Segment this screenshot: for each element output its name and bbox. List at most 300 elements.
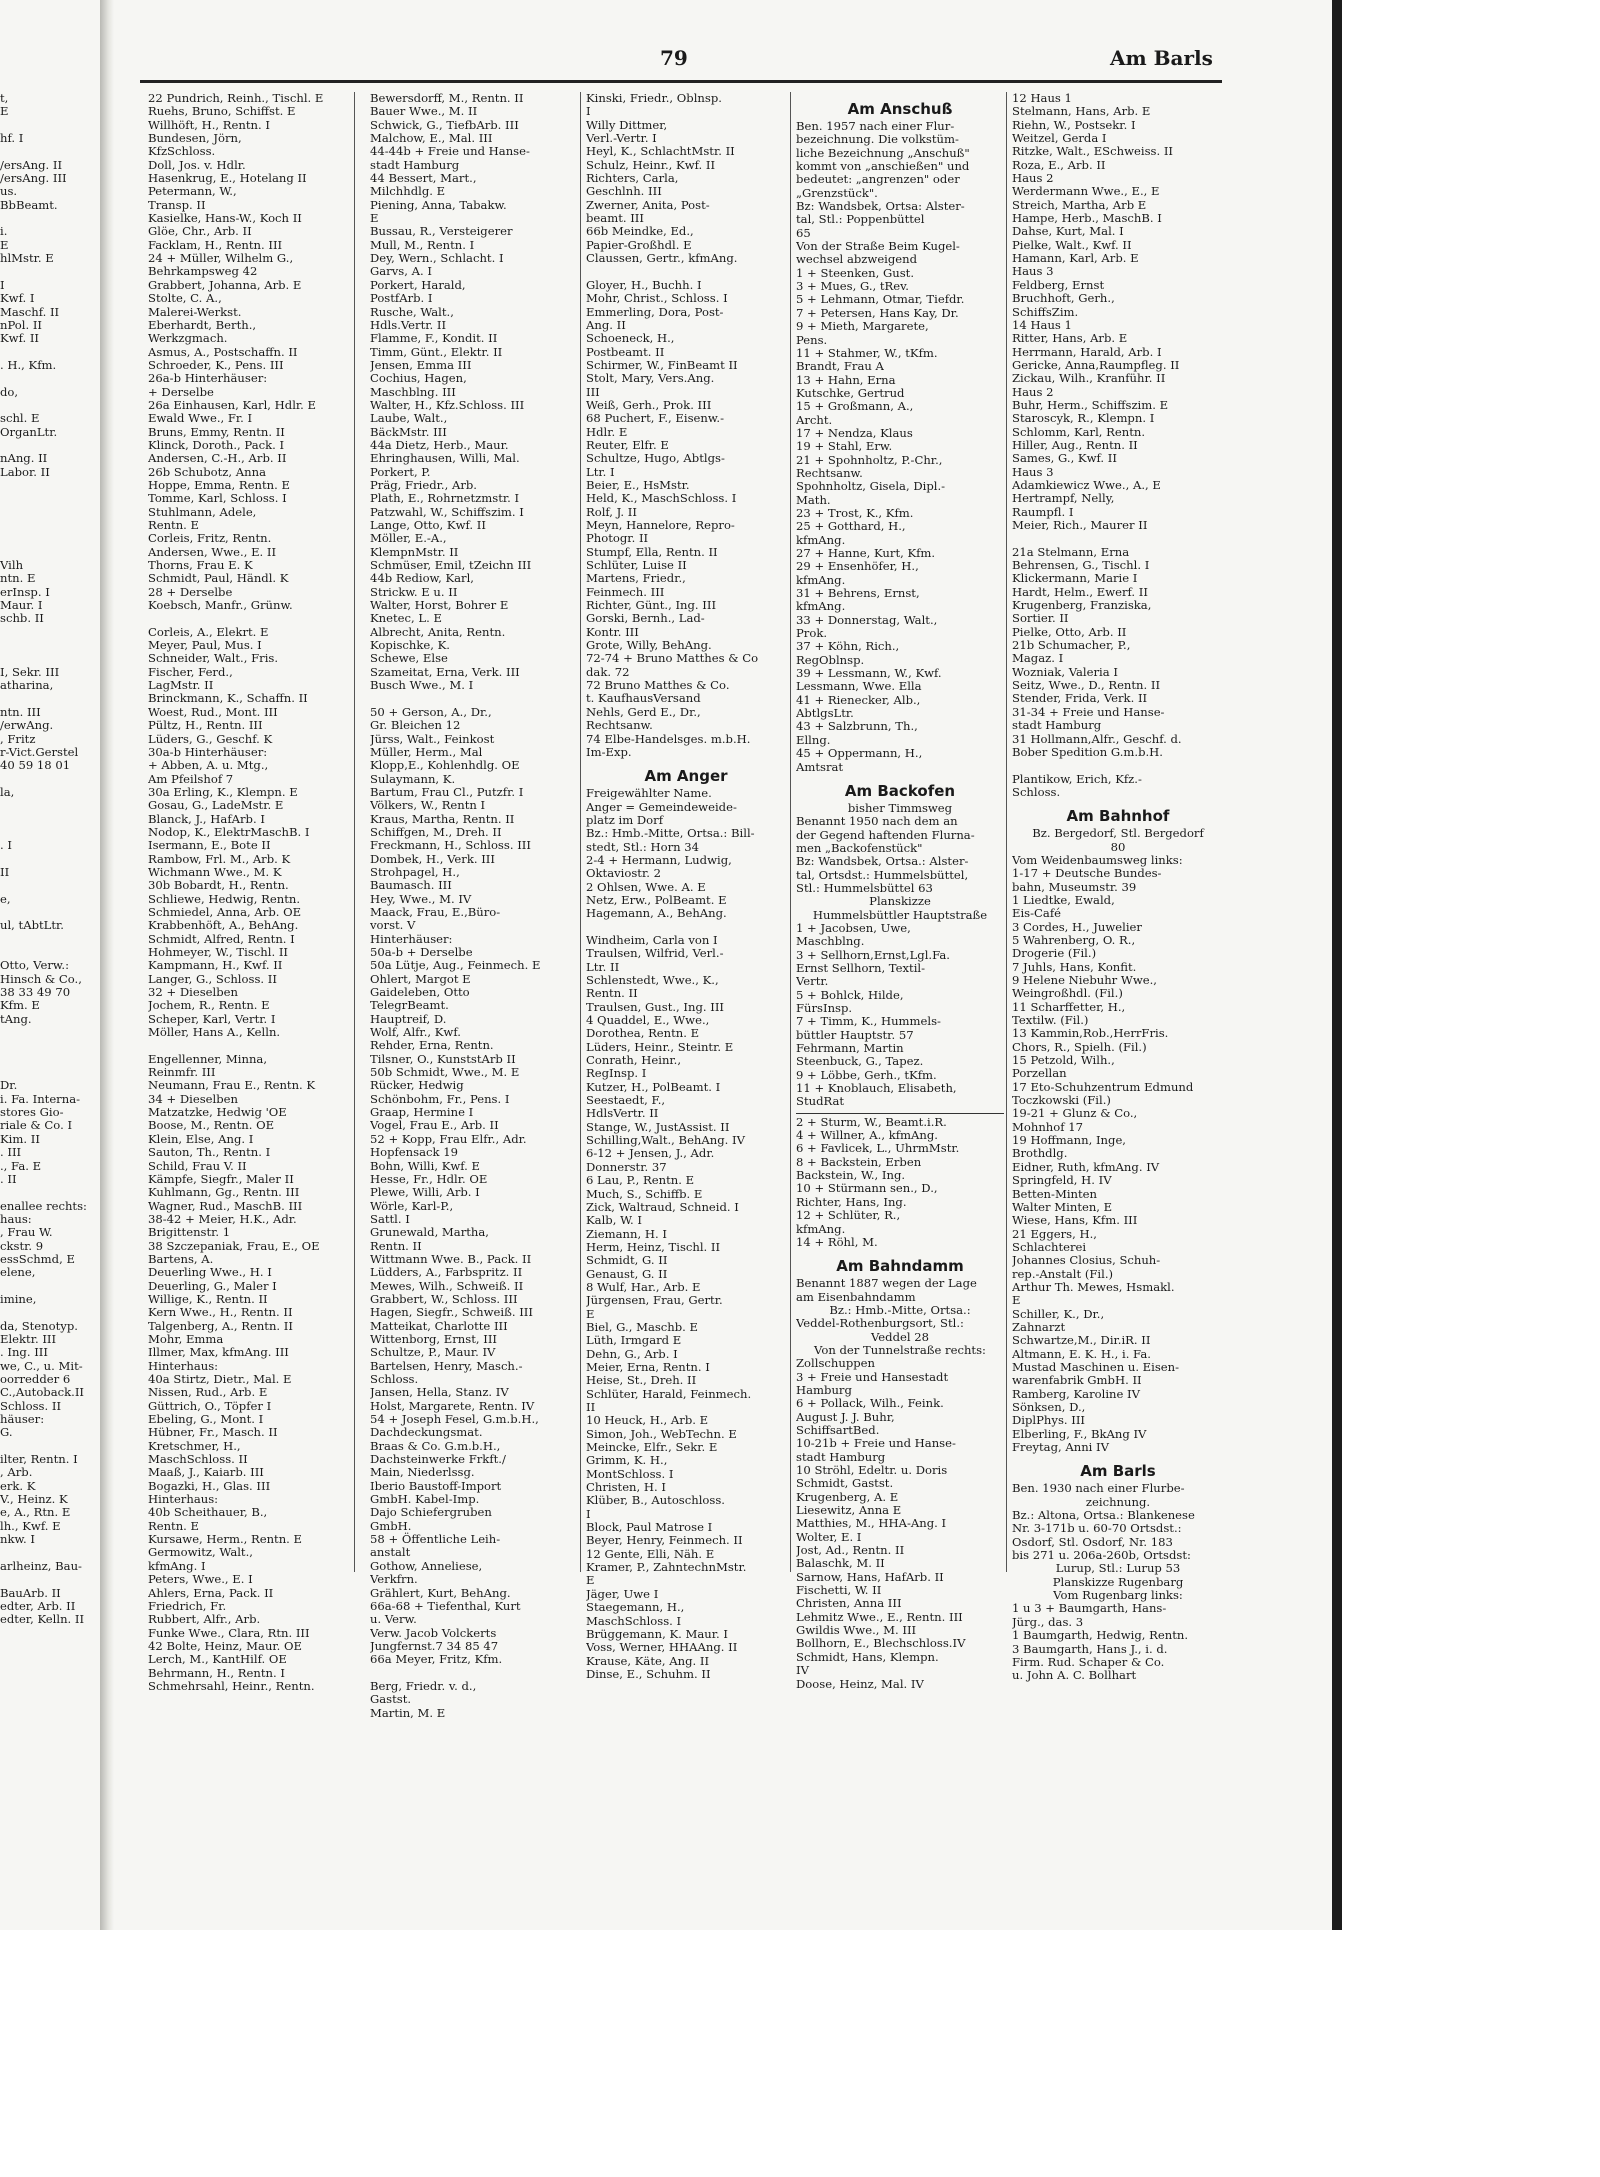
directory-line: 3 Cordes, H., Juwelier [1012, 919, 1142, 934]
directory-line: Sames, G., Kwf. II [1012, 451, 1117, 466]
directory-line: . II [0, 1171, 17, 1186]
directory-line: Stuhlmann, Adele, [148, 504, 257, 519]
directory-line: Emmerling, Dora, Post- [586, 304, 724, 319]
directory-line: Zwerner, Anita, Post- [586, 197, 710, 212]
directory-line: Steenbuck, G., Tapez. [796, 1054, 924, 1069]
directory-line: Mohnhof 17 [1012, 1119, 1083, 1134]
directory-line: Sönksen, D., [1012, 1400, 1086, 1414]
directory-line: büttler Hauptstr. 57 [796, 1027, 914, 1042]
directory-line: arlheinz, Bau- [0, 1558, 82, 1573]
directory-line: Kontr. III [586, 624, 639, 639]
directory-line: Hinsch & Co., [0, 971, 82, 986]
directory-line: Ang. II [586, 317, 626, 332]
directory-line: Schmidt, G. II [586, 1253, 668, 1268]
directory-line: Schiller, K., Dr., [1012, 1306, 1105, 1321]
directory-line: Im-Exp. [586, 744, 632, 759]
directory-line: Bruchhoft, Gerh., [1012, 291, 1115, 306]
directory-line: da, Stenotyp. [0, 1318, 78, 1333]
directory-line: platz im Dorf [586, 812, 663, 827]
directory-line: r-Vict.Gerstel [0, 744, 79, 759]
directory-line: Bruns, Emmy, Rentn. II [148, 424, 285, 439]
directory-line: Petermann, W., [148, 184, 237, 199]
directory-line [0, 439, 96, 452]
directory-line: Sortier. II [1012, 611, 1069, 626]
directory-line: ckstr. 9 [0, 1238, 44, 1253]
directory-line: t. KaufhausVersand [586, 691, 701, 706]
directory-line: II [0, 864, 10, 879]
directory-line: /erwAng. [0, 718, 54, 733]
directory-line: Stl.: Hummelsbüttel 63 [796, 880, 933, 895]
directory-line: , Frau W. [0, 1225, 53, 1240]
directory-line: Eidner, Ruth, kfmAng. IV [1012, 1159, 1160, 1174]
directory-line: Main, Niederlssg. [370, 1465, 475, 1480]
directory-line: Milchhdlg. E [370, 184, 446, 199]
directory-line: E [0, 104, 9, 119]
directory-line: Ahlers, Erna, Pack. II [148, 1585, 274, 1600]
directory-line: G. [0, 1425, 13, 1440]
page-number: 79 [660, 46, 688, 70]
directory-line: Haus 3 [1012, 464, 1054, 479]
directory-line: Wagner, Rud., MaschB. III [148, 1198, 303, 1213]
directory-line: Schloss. [1012, 784, 1061, 799]
directory-line: Geschlnh. III [586, 184, 662, 199]
directory-line: Mustad Maschinen u. Eisen- [1012, 1359, 1180, 1374]
directory-line: Postbeamt. II [586, 344, 665, 359]
directory-line: Wiese, Hans, Kfm. III [1012, 1213, 1138, 1228]
directory-line [0, 1280, 96, 1293]
directory-line: Krugenberg, Franziska, [1012, 598, 1152, 613]
directory-line: Berg, Friedr. v. d., [370, 1678, 477, 1693]
directory-line [0, 1440, 96, 1453]
directory-line: erk. K [0, 1478, 36, 1493]
directory-line: Schmidt, Alfred, Rentn. I [148, 931, 295, 946]
directory-line: Hesse, Fr., Hdlr. OE [370, 1171, 488, 1186]
directory-line: Deuerling, G., Maler I [148, 1278, 277, 1293]
directory-line: Sulaymann, K. [370, 771, 456, 786]
directory-line: 44-44b + Freie und Hanse- [370, 144, 530, 159]
directory-line: t, [0, 92, 9, 105]
directory-line: 7 Juhls, Hans, Konfit. [1012, 959, 1137, 974]
directory-line: Mewes, Wilh., Schweiß. II [370, 1278, 524, 1293]
directory-line: E [0, 237, 9, 252]
directory-line: I [586, 1506, 591, 1521]
directory-line: oorredder 6 [0, 1372, 71, 1386]
directory-line: , Fritz [0, 731, 36, 746]
directory-line: rep.-Anstalt (Fil.) [1012, 1266, 1114, 1281]
directory-line: Stender, Frida, Verk. II [1012, 691, 1148, 706]
directory-line: Schild, Frau V. II [148, 1158, 247, 1173]
directory-line: Gr. Bleichen 12 [370, 718, 461, 733]
directory-line: 12 Gente, Elli, Näh. E [586, 1546, 715, 1561]
directory-line: 10 Heuck, H., Arb. E [586, 1413, 709, 1428]
directory-line: Brandt, Frau A [796, 359, 884, 374]
directory-line: 6 Lau, P., Rentn. E [586, 1173, 695, 1188]
directory-line: Langer, G., Schloss. II [148, 971, 277, 986]
directory-line: Isermann, E., Bote II [148, 838, 271, 853]
directory-line: Archt. [796, 412, 833, 427]
directory-line: + Derselbe [148, 384, 214, 399]
directory-line: 44a Dietz, Herb., Maur. [370, 437, 509, 452]
directory-line: Magaz. I [1012, 651, 1064, 666]
directory-line: 11 + Stahmer, W., tKfm. [796, 345, 938, 360]
directory-line: Weiß, Gerh., Prok. III [586, 397, 712, 412]
directory-line: Freytag, Anni IV [1012, 1440, 1110, 1455]
centered-note: bisher Timmsweg [847, 800, 953, 815]
directory-line [0, 946, 96, 959]
directory-line: Hopfensack 19 [370, 1145, 458, 1160]
directory-line [0, 1306, 96, 1319]
directory-line: lh., Kwf. E [0, 1518, 61, 1533]
directory-line: V., Heinz. K [0, 1492, 68, 1507]
directory-line: Lüth, Irmgard E [586, 1333, 682, 1348]
directory-line: Porzellan [1012, 1066, 1067, 1081]
directory-line: 10 Ströhl, Edeltr. u. Doris [796, 1463, 948, 1477]
directory-line: bedeutet: „angrenzen" oder [796, 172, 960, 187]
directory-line: SchiffsartBed. [796, 1422, 880, 1437]
centered-note: Bz. Bergedorf, Stl. Bergedorf [1032, 826, 1204, 841]
directory-line: SchiffsZim. [1012, 304, 1079, 319]
directory-line [0, 1573, 96, 1586]
directory-line [0, 346, 96, 359]
directory-line: Heise, St., Dreh. II [586, 1373, 697, 1388]
directory-line: Gothow, Anneliese, [370, 1558, 483, 1573]
directory-line: Ben. 1930 nach einer Flurbe- [1012, 1481, 1185, 1496]
directory-line: Germowitz, Walt., [148, 1545, 253, 1560]
directory-line: stadt Hamburg [1012, 718, 1102, 733]
directory-line [148, 612, 344, 625]
directory-line: Hübner, Fr., Masch. II [148, 1425, 278, 1440]
directory-line: 30b Bobardt, H., Rentn. [148, 878, 289, 893]
directory-line: Osdorf, Stl. Osdorf, Nr. 183 [1012, 1534, 1173, 1549]
directory-line: u. Verw. [370, 1612, 417, 1627]
street-heading: Am Backofen [844, 781, 956, 800]
directory-line: Doll, Jos. v. Hdlr. [148, 157, 246, 172]
directory-line: Drogerie (Fil.) [1012, 946, 1097, 961]
directory-line: Lange, Otto, Kwf. II [370, 518, 486, 532]
directory-line: Andersen, C.-H., Arb. II [148, 451, 287, 466]
directory-line: Hinterhaus: [148, 1492, 219, 1507]
directory-line: Rechtsanw. [586, 718, 653, 733]
directory-line: tAng. [0, 1011, 32, 1026]
directory-line: Dinse, E., Schuhm. II [586, 1666, 711, 1681]
directory-line: ul, tAbtLtr. [0, 918, 64, 933]
directory-line: 39 + Lessmann, W., Kwf. [796, 666, 942, 681]
directory-line: Rusche, Walt., [370, 304, 454, 319]
directory-line: Ben. 1957 nach einer Flur- [796, 119, 955, 133]
directory-line: Klüber, B., Autoschloss. [586, 1493, 725, 1508]
directory-line: Bober Spedition G.m.b.H. [1012, 744, 1163, 759]
directory-line: Fehrmann, Martin [796, 1041, 904, 1056]
directory-line [0, 906, 96, 919]
directory-line: atharina, [0, 678, 54, 693]
directory-line: GmbH. [370, 1518, 412, 1533]
directory-line: Cochius, Hagen, [370, 371, 467, 386]
directory-line: II [586, 1400, 596, 1414]
directory-line: Jürgensen, Frau, Gertr. [586, 1293, 723, 1308]
directory-line: elene, [0, 1265, 36, 1280]
directory-line: am Eisenbahndamm [796, 1289, 916, 1304]
directory-line: Boose, M., Rentn. OE [148, 1118, 275, 1133]
directory-line: Pielke, Walt., Kwf. II [1012, 237, 1132, 252]
directory-line: LagMstr. II [148, 678, 214, 693]
directory-line: Much, S., Schiffb. E [586, 1186, 703, 1201]
directory-line: Knetec, L. E [370, 611, 442, 626]
directory-line: 5 Wahrenberg, O. R., [1012, 932, 1136, 947]
directory-line: Klinck, Doroth., Pack. I [148, 437, 285, 452]
directory-line: Nr. 3-171b u. 60-70 Ortsdst.: [1012, 1521, 1182, 1536]
directory-line [0, 692, 96, 705]
directory-line: Verw. Jacob Volckerts [370, 1625, 497, 1640]
directory-line: hf. I [0, 131, 24, 146]
directory-line: Kretschmer, H., [148, 1438, 241, 1453]
directory-line: e, [0, 891, 11, 906]
directory-line: Nissen, Rud., Arb. E [148, 1385, 268, 1400]
directory-line: Block, Paul Matrose I [586, 1520, 713, 1535]
directory-line: Haus 2 [1012, 384, 1054, 399]
directory-line: 14 + Röhl, M. [796, 1234, 878, 1249]
directory-line: Feinmech. III [586, 584, 665, 599]
directory-line: Strohpagel, H., [370, 864, 460, 879]
directory-line: Schultze, Hugo, Abtlgs- [586, 451, 725, 466]
directory-line: Grimm, K. H., [586, 1453, 668, 1468]
directory-line: Bz.: Altona, Ortsa.: Blankenese [1012, 1508, 1195, 1523]
directory-line: Busch Wwe., M. I [370, 678, 474, 693]
centered-note: Veddel 28 [870, 1329, 930, 1344]
directory-line: Bz: Wandsbek, Ortsa.: Alster- [796, 854, 969, 869]
running-head: Am Barls [1110, 46, 1213, 70]
directory-line: Bartum, Frau Cl., Putzfr. I [370, 784, 524, 799]
directory-line: Benannt 1887 wegen der Lage [796, 1276, 977, 1291]
directory-line: 52 + Kopp, Frau Elfr., Adr. [370, 1131, 527, 1146]
directory-line: Pens. [796, 332, 828, 347]
directory-line: Bundesen, Jörn, [148, 131, 242, 146]
directory-line: Kopischke, K. [370, 638, 450, 653]
directory-line: 24 + Müller, Wilhelm G., [148, 251, 294, 266]
directory-line: Lüders, Heinr., Steintr. E [586, 1039, 734, 1054]
directory-line: tal, Ortsdst.: Hummelsbüttel, [796, 867, 969, 882]
directory-line: 3 + Sellhorn,Ernst,Lgl.Fa. [796, 947, 950, 962]
directory-line: stadt Hamburg [796, 1449, 886, 1464]
directory-line: i. [0, 224, 8, 239]
directory-line: Ramberg, Karoline IV [1012, 1386, 1140, 1401]
street-heading: Am Bahndamm [836, 1257, 964, 1276]
directory-line: Rücker, Hedwig [370, 1078, 464, 1093]
directory-line: Schulz, Heinr., Kwf. II [586, 157, 716, 172]
directory-line: Ernst Sellhorn, Textil- [796, 960, 926, 975]
directory-line: Strickw. E u. II [370, 584, 458, 599]
directory-line: E [1012, 1293, 1021, 1308]
directory-line: Bewersdorff, M., Rentn. II [370, 92, 524, 105]
directory-line: Christen, Anna III [796, 1596, 902, 1611]
directory-line: Schönbohm, Fr., Pens. I [370, 1091, 510, 1106]
directory-line: Mohr, Christ., Schloss. I [586, 291, 728, 306]
directory-line: Grabbert, Johanna, Arb. E [148, 277, 302, 292]
directory-line: Schlüter, Luise II [586, 558, 687, 573]
directory-line: MontSchloss. I [586, 1466, 674, 1481]
directory-line: Herm, Heinz, Tischl. II [586, 1239, 721, 1254]
directory-line: 31-34 + Freie und Hanse- [1012, 704, 1165, 719]
directory-column-4 [796, 92, 1004, 1691]
directory-line: Willhöft, H., Rentn. I [148, 117, 270, 132]
directory-line: Jürss, Walt., Feinkost [370, 731, 495, 746]
directory-line: 6 + Favlicek, L., UhrmMstr. [796, 1141, 960, 1156]
directory-line: Seestaedt, F., [586, 1093, 666, 1108]
directory-line: 19 + Stahl, Erw. [796, 439, 893, 454]
directory-line: Nehls, Gerd E., Dr., [586, 704, 701, 719]
directory-line: Ehringhausen, Willi, Mal. [370, 451, 520, 466]
directory-line: Klopp,E., Kohlenhdlg. OE [370, 758, 520, 773]
directory-line: Claussen, Gertr., kfmAng. [586, 251, 738, 266]
directory-line: Ewald Wwe., Fr. I [148, 411, 253, 426]
directory-line: 1 Liedtke, Ewald, [1012, 892, 1115, 907]
directory-line: Lüders, G., Geschf. K [148, 731, 273, 746]
directory-line: Gwildis Wwe., M. III [796, 1623, 917, 1638]
directory-line: OrganLtr. [0, 424, 58, 439]
directory-line: Bz: Wandsbek, Ortsa: Alster- [796, 199, 965, 214]
directory-line [0, 399, 96, 412]
directory-line: Brothdlg. [1012, 1146, 1068, 1161]
directory-line: Richter, Günt., Ing. III [586, 598, 717, 613]
directory-line: Schmidt, Gastst. [796, 1476, 894, 1491]
directory-line: Fischetti, W. II [796, 1583, 882, 1598]
directory-line: Jensen, Emma III [370, 357, 472, 372]
directory-line: 21 + Spohnholtz, P.-Chr., [796, 452, 943, 467]
directory-line [0, 799, 96, 812]
directory-line: erInsp. I [0, 584, 50, 599]
directory-line: Meincke, Elfr., Sekr. E [586, 1440, 718, 1455]
directory-line: kfmAng. [796, 572, 846, 587]
directory-line: Blanck, J., HafArb. I [148, 811, 265, 826]
directory-line: 8 + Backstein, Erben [796, 1154, 922, 1169]
directory-line: Kern Wwe., H., Rentn. II [148, 1305, 293, 1320]
directory-line: liche Bezeichnung „Anschuß" [796, 145, 970, 160]
directory-line: 50 + Gerson, A., Dr., [370, 704, 492, 719]
directory-line: StudRat [796, 1094, 845, 1109]
directory-line: Balaschk, M. II [796, 1556, 885, 1571]
directory-line: Kursawe, Herm., Rentn. E [148, 1532, 303, 1547]
directory-line: MaschSchloss. II [148, 1452, 248, 1467]
directory-line: Hiller, Aug., Rentn. II [1012, 437, 1138, 452]
directory-line: e, A., Rtn. E [0, 1505, 71, 1520]
directory-line: I [586, 104, 591, 119]
directory-line: Gericke, Anna,Raumpfleg. II [1012, 357, 1180, 372]
directory-line: Vogel, Frau E., Arb. II [370, 1118, 499, 1133]
directory-line [0, 853, 96, 866]
column-divider [790, 92, 791, 1572]
directory-line: Malchow, E., Mal. III [370, 131, 493, 146]
directory-line: 21 Eggers, H., [1012, 1226, 1097, 1241]
directory-line: Weitzel, Gerda I [1012, 131, 1107, 146]
directory-line: 1-17 + Deutsche Bundes- [1012, 866, 1162, 881]
directory-line: 1 u 3 + Baumgarth, Hans- [1012, 1601, 1167, 1616]
directory-line: Grunewald, Martha, [370, 1225, 489, 1240]
directory-line: Illmer, Max, kfmAng. III [148, 1345, 289, 1360]
directory-line: Verl.-Vertr. I [586, 131, 657, 146]
directory-line [0, 546, 96, 559]
directory-line: 28 + Derselbe [148, 584, 233, 599]
directory-line: 4 + Willner, A., kfmAng. [796, 1128, 938, 1143]
directory-line: Vom Weidenbaumsweg links: [1012, 852, 1183, 867]
directory-line: 25 + Gotthard, H., [796, 519, 906, 534]
directory-line: 45 + Oppermann, H., [796, 746, 923, 761]
directory-line: Asmus, A., Postschaffn. II [148, 344, 298, 359]
directory-line: Matzatzke, Hedwig 'OE [148, 1105, 287, 1120]
directory-line: /ersAng. II [0, 157, 63, 172]
directory-line: Dr. [0, 1078, 18, 1093]
directory-line: PostfArb. I [370, 291, 433, 306]
directory-line: Richters, Carla, [586, 171, 679, 186]
directory-line: Schliewe, Hedwig, Rentn. [148, 891, 301, 906]
directory-line: Rubbert, Alfr., Arb. [148, 1612, 261, 1627]
directory-line: 3 + Mues, G., tRev. [796, 279, 909, 294]
directory-line: kfmAng. [796, 532, 846, 547]
section-rule [796, 1113, 1004, 1114]
directory-line: Weingroßhdl. (Fil.) [1012, 986, 1123, 1001]
directory-line: Eberhardt, Berth., [148, 317, 257, 332]
directory-line: we, C., u. Mit- [0, 1358, 83, 1373]
directory-line: Reinmfr. III [148, 1065, 216, 1080]
directory-line: hlMstr. E [0, 251, 54, 266]
directory-line: Schlomm, Karl, Rentn. [1012, 424, 1146, 439]
directory-line: Schlüter, Harald, Feinmech. [586, 1386, 752, 1401]
directory-line: Werdermann Wwe., E., E [1012, 184, 1160, 199]
directory-line: Jost, Ad., Rentn. II [796, 1543, 905, 1558]
blank-margin [1344, 0, 1600, 1930]
directory-line: bezeichnung. Die volkstüm- [796, 132, 959, 147]
directory-line: Mohr, Emma [148, 1331, 224, 1346]
directory-line: Güttrich, O., Töpfer I [148, 1398, 272, 1413]
directory-line: Springfeld, H. IV [1012, 1173, 1112, 1188]
directory-line: 15 Petzold, Wilh., [1012, 1053, 1115, 1068]
directory-line: Christen, H. I [586, 1480, 666, 1495]
directory-line: III [586, 384, 600, 399]
directory-line: Haus 2 [1012, 171, 1054, 186]
directory-line: . I [0, 838, 12, 853]
directory-line: Ziemann, H. I [586, 1226, 667, 1241]
directory-line: Schmehrsahl, Heinr., Rentn. [148, 1678, 315, 1693]
directory-line: Jäger, Uwe I [586, 1586, 659, 1601]
directory-line: Wittmann Wwe. B., Pack. II [370, 1251, 532, 1266]
directory-line: Ritter, Hans, Arb. E [1012, 331, 1128, 346]
directory-line: Photogr. II [586, 531, 649, 546]
centered-note: Vom Rugenbarg links: [1053, 1588, 1183, 1603]
directory-line: Krause, Käte, Ang. II [586, 1653, 710, 1668]
directory-line: BbBeamt. [0, 197, 58, 212]
directory-line: Plath, E., Rohrnetzmstr. I [370, 491, 520, 506]
directory-line: enallee rechts: [0, 1198, 87, 1213]
directory-line: do, [0, 384, 19, 399]
directory-line: Kalb, W. I [586, 1213, 642, 1228]
directory-line: stedt, Stl.: Horn 34 [586, 839, 700, 854]
directory-line: Gloyer, H., Buchh. I [586, 277, 702, 292]
directory-line: 22 Pundrich, Reinh., Tischl. E [148, 92, 324, 105]
street-heading: Am Anger [644, 767, 728, 786]
directory-line: Rehder, Erna, Rentn. [370, 1038, 494, 1053]
directory-line: kfmAng. [796, 1221, 846, 1236]
directory-line: Funke Wwe., Clara, Rtn. III [148, 1625, 310, 1640]
directory-line: Kwf. II [0, 331, 39, 346]
directory-line: Anger = Gemeindeweide- [586, 799, 737, 814]
centered-note: Planskizze [869, 894, 931, 909]
directory-line [0, 492, 96, 505]
directory-line: Kasielke, Hans-W., Koch II [148, 211, 302, 226]
directory-line: häuser: [0, 1412, 45, 1427]
directory-line: Labor. II [0, 464, 50, 479]
directory-line: 11 Scharffetter, H., [1012, 999, 1126, 1014]
directory-line: Facklam, H., Rentn. III [148, 237, 283, 252]
directory-line: 13 + Hahn, Erna [796, 372, 896, 387]
directory-line: Braas & Co. G.m.b.H., [370, 1438, 501, 1453]
